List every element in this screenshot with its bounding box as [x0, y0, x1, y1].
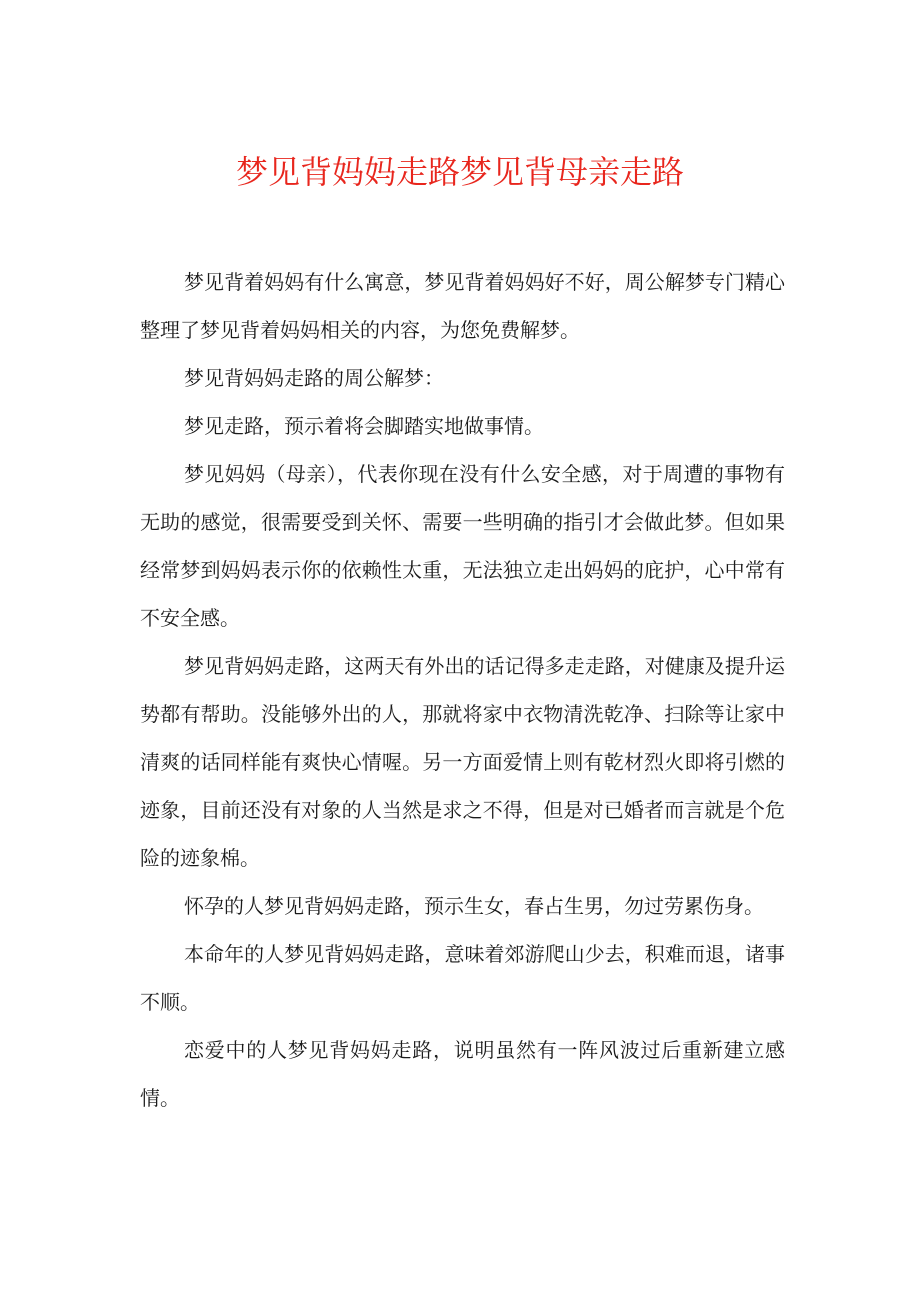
paragraph-mother: 梦见妈妈（母亲），代表你现在没有什么安全感，对于周遭的事物有无助的感觉，很需要受到关怀、需要一些明确的指引才会做此梦。但如果经常梦到妈妈表示你的依赖性太重，无法独立走出妈妈的庇护，心中常有不安全感。	[140, 462, 785, 630]
paragraph-carrying-mother: 梦见背妈妈走路，这两天有外出的话记得多走走路，对健康及提升运势都有帮助。没能够外出的人，那就将家中衣物清洗乾净、扫除等让家中清爽的话同样能有爽快心情喔。另一方面爱情上则有乾材烈火即将引燃的迹象，目前还没有对象的人当然是求之不得，但是对已婚者而言就是个危险的迹象棉。	[140, 654, 785, 870]
document-body	[140, 258, 785, 1122]
paragraph-zodiac-year: 本命年的人梦见背妈妈走路，意味着郊游爬山少去，积难而退，诸事不顺。	[140, 942, 785, 1014]
paragraph-walking: 梦见走路，预示着将会脚踏实地做事情。	[184, 414, 544, 438]
paragraph-in-love: 恋爱中的人梦见背妈妈走路，说明虽然有一阵风波过后重新建立感情。	[140, 1038, 785, 1110]
document-title: 梦见背妈妈走路梦见背母亲走路	[235, 153, 684, 191]
paragraph-intro: 梦见背着妈妈有什么寓意，梦见背着妈妈好不好，周公解梦专门精心整理了梦见背着妈妈相关的内容，为您免费解梦。	[140, 270, 785, 342]
paragraph-heading: 梦见背妈妈走路的周公解梦：	[184, 366, 444, 390]
paragraph-pregnant: 怀孕的人梦见背妈妈走路，预示生女，春占生男，勿过劳累伤身。	[184, 894, 764, 918]
